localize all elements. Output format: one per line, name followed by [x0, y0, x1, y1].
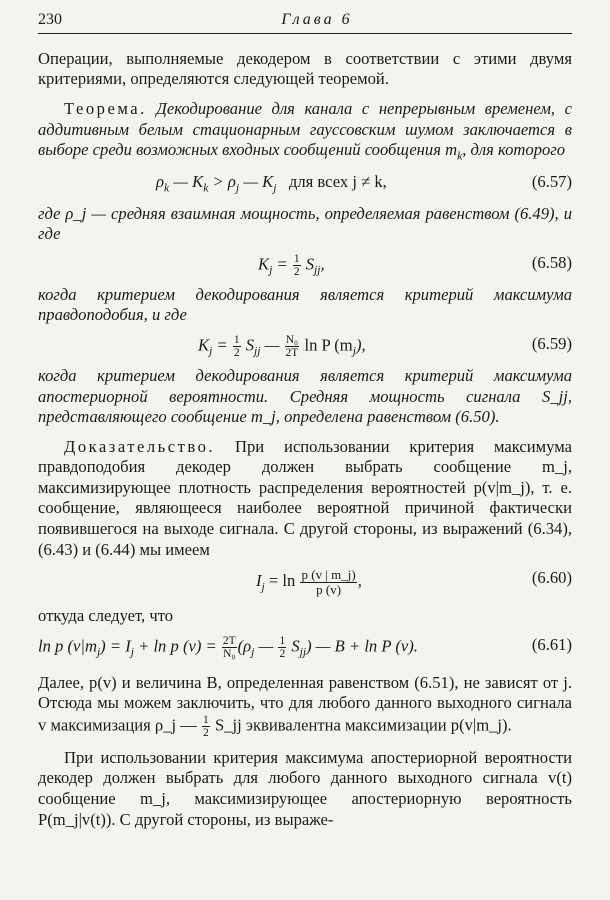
equation-6-58-number: (6.58) [531, 252, 572, 272]
proof-text: При использовании критерия максимума правдоподобия декодер должен выбрать сообщение m_j, максимизирующее плотность распределения вероятностей p(v|m_j), т. е. сообщение, являющееся наиболее вероятной причиной фактически появившегося на выходе сигнала. С другой стороны, из выражений (6.34), (6.43) и (6.44) мы имеем [38, 436, 572, 559]
page-header [38, 10, 572, 34]
text-after-6-59: когда критерием декодирования является критерий максимума апостериорной вероятности. Средняя мощность сигнала S_jj, представляющего сообщение m_j, определена равенством (6.50). [38, 366, 572, 427]
equation-6-60-number: (6.60) [531, 568, 572, 588]
proof-label: Доказательство. [64, 436, 216, 456]
equation-6-59-body: $K_j$ = $\frac{1}{2}$ $S_{jj}$ — $\frac{\text{N₀}}{2T}$ ln P $(m_j)$, [198, 334, 366, 360]
equation-6-58-body: $K_j$ = $\frac{1}{2}$ $S_{jj}$, [258, 252, 325, 278]
equation-6-60 [38, 560, 572, 606]
proof-paragraph [38, 437, 572, 560]
equation-6-57 [38, 164, 572, 204]
equation-6-58 [38, 245, 572, 285]
equation-6-60-body: $I_j = \ln$ $\frac{p (v | m\_j)}{p (v)}$ , [256, 567, 362, 597]
equation-6-59 [38, 326, 572, 366]
equation-6-61 [38, 627, 572, 673]
page-number: 230 [38, 11, 62, 28]
theorem-statement: Декодирование для канала с непрерывным временем, с аддитивным белым стационарным гауссовским шумом заключается в выборе среди возможных входных сообщений сообщения $m_k$, для которого [38, 98, 572, 163]
equation-6-61-number: (6.61) [531, 634, 572, 654]
last-paragraph: При использовании критерия максимума апостериорной вероятности декодер должен выбрать для любого данного выходного сигнала v(t) сообщение m_j, максимизирующее апостериорную вероятность P(m_j|v(t)). С другой стороны, из выраже- [38, 747, 572, 829]
equation-6-57-body: $\rho_k$ — $K_k > \rho_j$ — $K_j$ для всех j ≠ k, [156, 171, 387, 195]
chapter-title: Глава 6 [281, 11, 353, 28]
text-after-6-57: где ρ_j — средняя взаимная мощность, определяемая равенством (6.49), и где [38, 203, 572, 244]
further-paragraph: Далее, p(v) и величина B, определенная равенством (6.51), не зависят от j. Отсюда мы можем заключить, что для любого данного выходного сигнала v максимизация ρ_j — $\frac{1}{2}$ S_jj эквивалентна максимизации p(v|m_j). [38, 672, 572, 739]
equation-6-59-number: (6.59) [531, 334, 572, 354]
theorem-paragraph [38, 99, 572, 164]
equation-6-57-number: (6.57) [531, 171, 572, 191]
equation-6-61-body: ln p $(v|m_j) = I_j + \ln p$ (v) = $\frac{2T}{\text{N₀}}$ ($\rho_j$ — $\frac{1}{2}$ $S_{jj}$) — B + ln P (v). [38, 634, 418, 660]
text-after-6-58: когда критерием декодирования является критерий максимума правдоподобия, и где [38, 284, 572, 325]
theorem-label: Теорема. [64, 98, 147, 118]
intro-paragraph: Операции, выполняемые декодером в соответствии с этими двумя критериями, определяются следующей теоремой. [38, 48, 572, 89]
text-after-6-60: откуда следует, что [38, 606, 174, 626]
